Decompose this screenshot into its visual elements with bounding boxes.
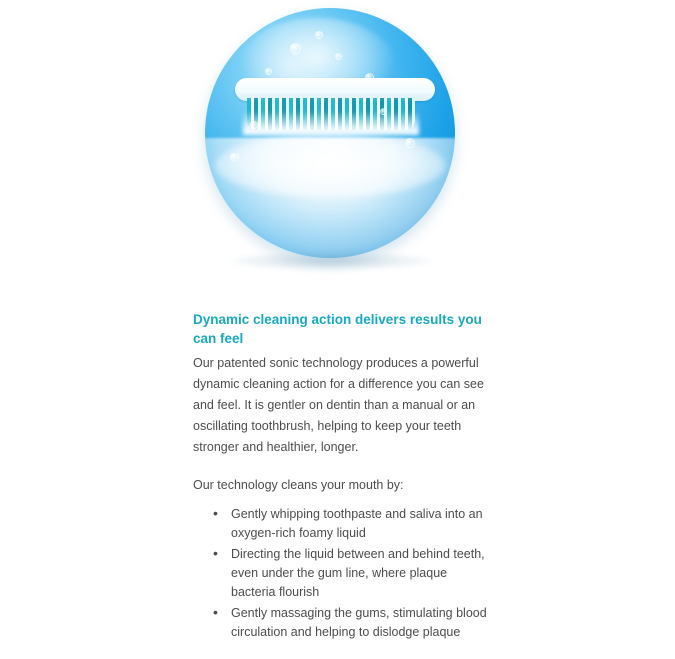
bubble-icon — [405, 138, 415, 148]
ball-shadow — [231, 252, 431, 270]
body-paragraph: Our patented sonic technology produces a powerful dynamic cleaning action for a difference you can see and feel. It is gentler on dentin than a manual or an oscillating toothbrush, helping to keep your teeth stronger and healthier, longer. — [193, 356, 484, 454]
benefits-list — [193, 505, 493, 642]
list-item: • Gently whipping toothpaste and saliva into an oxygen-rich foamy liquid — [221, 505, 493, 543]
page-title: Dynamic cleaning action delivers results you can feel — [193, 312, 482, 346]
list-item: • Directing the liquid between and behind teeth, even under the gum line, where plaque bacteria flourish — [221, 545, 493, 602]
list-item: • Gently massaging the gums, stimulating blood circulation and helping to dislodge plaque — [221, 604, 493, 642]
bristles-fade-overlay — [243, 111, 419, 135]
hero-image — [0, 0, 675, 280]
bubble-icon — [315, 31, 323, 39]
article-content — [193, 310, 493, 644]
hero-stage — [205, 8, 465, 268]
bubble-icon — [230, 153, 239, 162]
bubble-icon — [250, 121, 258, 129]
bubble-icon — [335, 53, 342, 60]
bubble-icon — [380, 108, 387, 115]
bubble-icon — [365, 73, 374, 82]
bubble-icon — [265, 68, 272, 75]
list-lead-in: Our technology cleans your mouth by: — [193, 478, 404, 492]
toothbrush-head-graphic — [235, 78, 435, 138]
water-ball-graphic — [205, 8, 455, 258]
bubble-icon — [290, 43, 301, 54]
